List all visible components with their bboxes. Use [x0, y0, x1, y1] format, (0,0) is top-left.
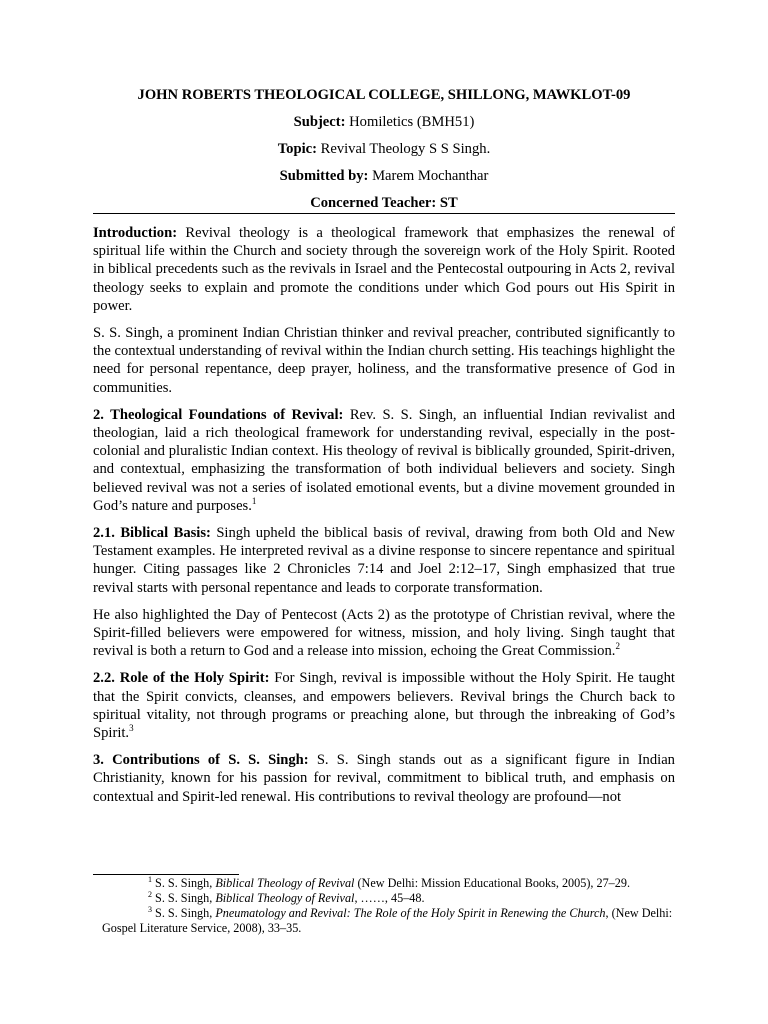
footnote-ref-3: 3	[129, 723, 134, 734]
topic-value: Revival Theology S S Singh.	[316, 141, 491, 157]
topic-line	[93, 140, 675, 158]
section-2-1-heading: 2.1. Biblical Basis:	[93, 525, 211, 542]
section-2-paragraph	[93, 406, 675, 515]
pentecost-paragraph	[93, 606, 675, 661]
pentecost-text: He also highlighted the Day of Pentecost (Acts 2) as the prototype of Christian revival, where the Spirit-filled believers were empowered for witness, mission, and holy living. Singh taught that revival is both a return to God and a release into mission, echoing the Great Commission.	[93, 606, 675, 660]
section-2-1-text: Singh upheld the biblical basis of revival, drawing from both Old and New Testament examples. He interpreted revival as a divine response to sincere repentance and spiritual hunger. Citing passages like 2 Chronicles 7:14 and Joel 2:12–17, Singh emphasized that true revival starts with personal repentance and leads to corporate transformation.	[93, 525, 675, 596]
document-header	[93, 86, 675, 214]
document-body	[93, 224, 675, 806]
footnote-number: 3	[148, 904, 152, 914]
intro-text: Revival theology is a theological framework that emphasizes the renewal of spiritual life within the Church and society through the sovereign work of the Holy Spirit. Rooted in biblical precedents such as the revivals in Israel and the Pentecostal outpouring in Acts 2, revival theology seeks to explain and promote the conditions under which God pours out His Spirit in power.	[93, 225, 675, 314]
intro-heading: Introduction:	[93, 225, 178, 241]
intro-paragraph	[93, 224, 675, 315]
submitted-value: Marem Mochanthar	[368, 168, 489, 184]
submitted-line	[93, 167, 675, 185]
footnote-ref-2: 2	[615, 641, 620, 652]
footnote-1	[102, 876, 675, 891]
footnote-3	[102, 906, 675, 936]
footnote-number: 1	[148, 874, 152, 884]
section-2-heading: 2. Theological Foundations of Revival:	[93, 406, 344, 423]
footnote-ref-1: 1	[251, 495, 257, 506]
footnote-text: S. S. Singh,	[152, 876, 216, 890]
footnote-citation: (New Delhi: Mission Educational Books, 2005), 27–29.	[354, 876, 630, 890]
footnote-citation: , (New Delhi: Gospel Literature Service, 2008), 33–35.	[102, 906, 673, 935]
subject-line	[93, 113, 675, 131]
footnote-book-title: Pneumatology and Revival: The Role of the Holy Spirit in Renewing the Church	[215, 906, 606, 920]
section-2-2-heading: 2.2. Role of the Holy Spirit:	[93, 670, 270, 687]
section-3-text: S. S. Singh stands out as a significant figure in Indian Christianity, known for his passion for revival, commitment to biblical truth, and emphasis on contextual and Spirit-led renewal. His contributions to revival theology are profound—not	[93, 752, 675, 805]
footnote-text: S. S. Singh,	[152, 906, 216, 920]
footnotes	[102, 876, 675, 936]
subject-label: Subject:	[293, 114, 346, 130]
footnote-book-title: Biblical Theology of Revival	[215, 891, 355, 905]
singh-intro-paragraph: S. S. Singh, a prominent Indian Christian thinker and revival preacher, contributed significantly to the contextual understanding of revival within the Indian church setting. His teachings highlight the need for personal repentance, deep prayer, holiness, and the transformative presence of God in communities.	[93, 325, 675, 396]
footnote-text: S. S. Singh,	[152, 891, 216, 905]
footnote-book-title: Biblical Theology of Revival	[215, 876, 355, 890]
teacher-line: Concerned Teacher: ST	[93, 194, 675, 214]
section-2-text: Rev. S. S. Singh, an influential Indian revivalist and theologian, laid a rich theological framework for understanding revival, especially in the post-colonial and pluralistic Indian context. His theology of revival is biblically grounded, Spirit-driven, and contextual, emphasizing the transformation of both individual believers and society. Singh believed revival was not a series of isolated emotional events, but a divine movement grounded in God’s nature and purposes.	[93, 406, 675, 514]
topic-label: Topic:	[277, 141, 317, 157]
subject-value: Homiletics (BMH51)	[345, 114, 475, 130]
section-3-paragraph	[93, 751, 675, 806]
section-2-2-text: For Singh, revival is impossible without the Holy Spirit. He taught that the Spirit convicts, cleanses, and empowers believers. Revival brings the Church back to spiritual vitality, not through programs or preaching alone, but through the inbreaking of God’s Spirit.	[93, 670, 675, 742]
college-title: JOHN ROBERTS THEOLOGICAL COLLEGE, SHILLONG, MAWKLOT-09	[137, 87, 631, 103]
submitted-label: Submitted by:	[279, 168, 369, 184]
document-page	[93, 86, 675, 815]
footnote-separator	[93, 874, 239, 875]
footnote-2	[102, 891, 675, 906]
footnote-citation: , ……, 45–48.	[354, 891, 425, 905]
footnote-number: 2	[148, 889, 152, 899]
section-2-2-paragraph	[93, 669, 675, 742]
section-2-1-paragraph	[93, 524, 675, 597]
section-3-heading: 3. Contributions of S. S. Singh:	[93, 752, 309, 769]
